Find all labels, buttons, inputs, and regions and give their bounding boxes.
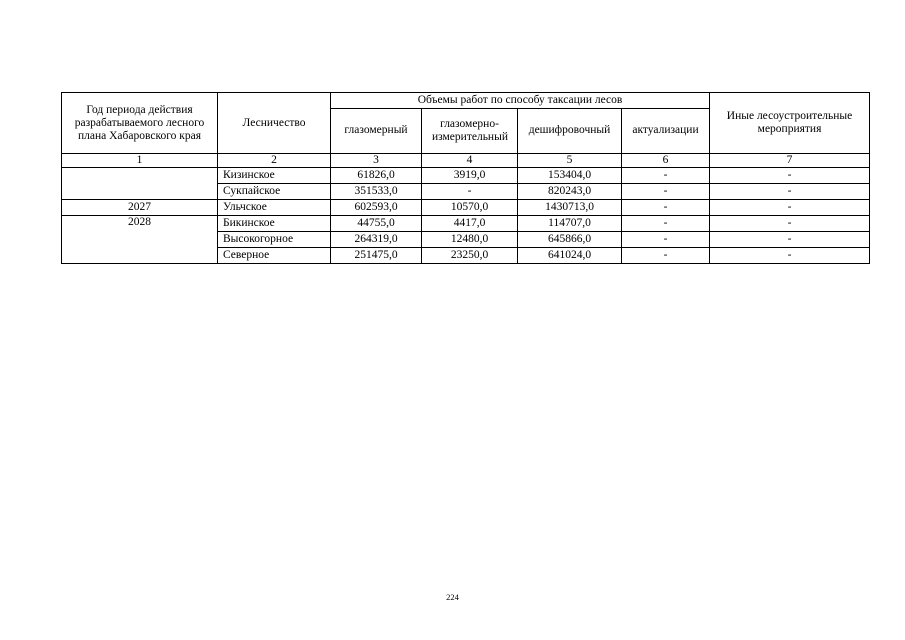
visual-cell: 264319,0: [331, 232, 422, 248]
column-number: 3: [331, 154, 422, 168]
year-cell: 2028: [62, 216, 218, 264]
visual-measuring-cell: 12480,0: [422, 232, 518, 248]
header-volumes: Объемы работ по способу таксации лесов: [331, 93, 710, 109]
table-row: [62, 200, 870, 216]
header-other: Иные лесоустроительные мероприятия: [710, 93, 870, 154]
page-number: 224: [446, 592, 459, 602]
year-cell: [62, 168, 218, 200]
column-number: 6: [622, 154, 710, 168]
actualization-cell: -: [622, 216, 710, 232]
decoding-cell: 641024,0: [518, 248, 622, 264]
forestry-cell: Ульчское: [218, 200, 331, 216]
header-decoding: дешифровочный: [518, 108, 622, 154]
decoding-cell: 114707,0: [518, 216, 622, 232]
year-cell: 2027: [62, 200, 218, 216]
forest-works-table: [61, 92, 870, 264]
other-cell: -: [710, 216, 870, 232]
header-visual-measuring: глазомерно-измерительный: [422, 108, 518, 154]
column-number: 2: [218, 154, 331, 168]
actualization-cell: -: [622, 184, 710, 200]
visual-cell: 351533,0: [331, 184, 422, 200]
decoding-cell: 645866,0: [518, 232, 622, 248]
visual-cell: 61826,0: [331, 168, 422, 184]
actualization-cell: -: [622, 168, 710, 184]
column-number: 7: [710, 154, 870, 168]
forestry-cell: Северное: [218, 248, 331, 264]
visual-measuring-cell: 10570,0: [422, 200, 518, 216]
visual-cell: 602593,0: [331, 200, 422, 216]
header-year: Год периода действия разрабатываемого лесного плана Хабаровского края: [62, 93, 218, 154]
decoding-cell: 1430713,0: [518, 200, 622, 216]
other-cell: -: [710, 232, 870, 248]
visual-cell: 44755,0: [331, 216, 422, 232]
other-cell: -: [710, 184, 870, 200]
visual-measuring-cell: 4417,0: [422, 216, 518, 232]
other-cell: -: [710, 168, 870, 184]
visual-measuring-cell: 23250,0: [422, 248, 518, 264]
table-row: [62, 216, 870, 232]
decoding-cell: 820243,0: [518, 184, 622, 200]
table-row: [62, 168, 870, 184]
visual-measuring-cell: -: [422, 184, 518, 200]
visual-measuring-cell: 3919,0: [422, 168, 518, 184]
other-cell: -: [710, 200, 870, 216]
forestry-cell: Кизинское: [218, 168, 331, 184]
forestry-cell: Бикинское: [218, 216, 331, 232]
actualization-cell: -: [622, 232, 710, 248]
actualization-cell: -: [622, 200, 710, 216]
actualization-cell: -: [622, 248, 710, 264]
column-number: 1: [62, 154, 218, 168]
other-cell: -: [710, 248, 870, 264]
header-forestry: Лесничество: [218, 93, 331, 154]
visual-cell: 251475,0: [331, 248, 422, 264]
header-visual: глазомерный: [331, 108, 422, 154]
forestry-cell: Высокогорное: [218, 232, 331, 248]
column-number: 4: [422, 154, 518, 168]
decoding-cell: 153404,0: [518, 168, 622, 184]
column-number: 5: [518, 154, 622, 168]
forestry-cell: Сукпайское: [218, 184, 331, 200]
header-actualization: актуализации: [622, 108, 710, 154]
